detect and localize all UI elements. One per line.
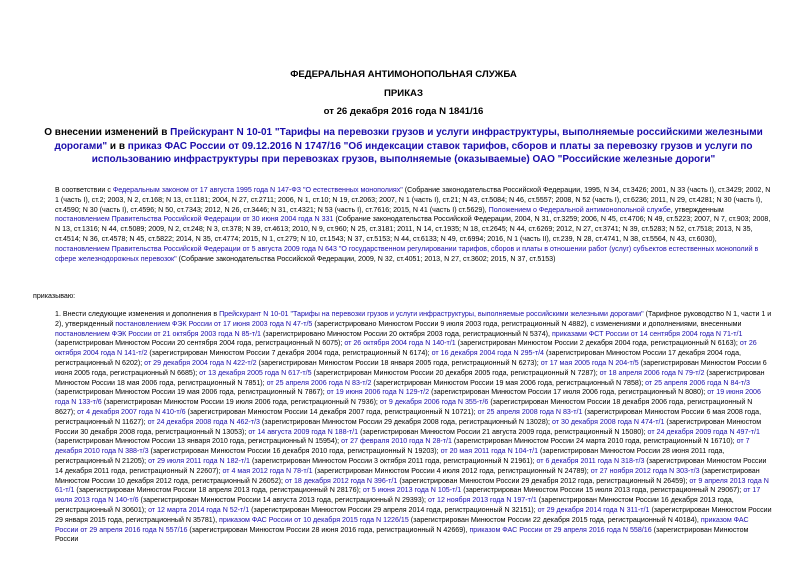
item-1-link-25[interactable]: от 20 мая 2011 года N 104-т/1 bbox=[440, 447, 539, 456]
preamble-text: (Собрание законодательства Российской Федерации, 1995, N 34, ст.3426; 2001, N 33 (часть I), ст.3429; 2002, N 1 (часть I), ст.2; 2003, N 2, ст.168; N 13, ст.1181; 2004, N 27, ст.2711; 2006, N 1, ст.10; N 19, ст.2063; 2007, N 1 (часть I), ст.21; N 43, ст.5084; N 46, ст.5557; 2008, N 52 (часть I), ст.6236; 2011, N 29, ст.4281; N 30 (часть I), ст.4590; N 30 (часть I), ст.4596; N 50, ст.7343; 2012, N 26, ст.3446; N 31, ст.4321; N 53 (часть I), ст.7616; 2015, N 41 (часть I) ст.5629), bbox=[55, 186, 771, 214]
item-1-text: (зарегистрирован Минюстом России 19 мая 2006 года, регистрационный N 7867); bbox=[55, 388, 327, 397]
item-1-text: (зарегистрирован Минюстом России 19 мая 2006 года, регистрационный N 7858); bbox=[371, 378, 646, 387]
item-1-text: (зарегистрирован Минюстом России 6 июня 2005 года, регистрационный N 6685); bbox=[55, 358, 767, 377]
item-1-text: (зарегистрирован Минюстом России 22 декабря 2015 года, регистрационный N 40184), bbox=[408, 515, 701, 524]
item-1-text: (зарегистрирован Минюстом России 18 мая 2006 года, регистрационный N 7851); bbox=[55, 368, 765, 387]
item-1-text: (зарегистрирован Минюстом России 14 декабря 2007 года, регистрационный N 10721); bbox=[185, 407, 478, 416]
preamble-text: , утвержденным bbox=[670, 205, 724, 214]
item-1-link-34[interactable]: от 12 ноября 2013 года N 197-т/1 bbox=[427, 496, 537, 505]
preamble-text: (Собрание законодательства Российской Федерации, 2004, N 31, ст.3259; 2006, N 45, ст.4706; N 49, ст.5223; 2007, N 7, ст.903; 2008, N 13, ст.1316; N 44, ст.5089; 2009, N 2, ст.248; N 3, ст.378; N 39, ст.4613; 2010, N 9, ст.960; N 25, ст.3181; 2011, N 14, ст.1935; N 18, ст.2645; N 44, ст.6269; 2012, N 27, ст.3741; N 39, ст.5283; N 52, ст.7518; 2013, N 35, ст.4514; N 36, ст.4578; N 45, ст.5822; 2014, N 35, ст.4774; 2015, N 1, ст.279; N 10, ст.1543; N 37, ст.5153; N 44, ст.6133; N 49, ст.6994; 2016, N 1 (часть II), ст.239, N 28, ст.4741, N 38, ст.5564, N 43, ст.6030), bbox=[55, 215, 771, 243]
item-1-link-32[interactable]: от 5 июня 2013 года N 105-т/1 bbox=[362, 486, 462, 495]
item-1-link-22[interactable]: от 24 декабря 2009 года N 497-т/1 bbox=[647, 427, 760, 436]
item-1-link-9[interactable]: от 17 мая 2005 года N 204-т/5 bbox=[540, 358, 639, 367]
link-fas-regulation[interactable]: Положением о Федеральной антимонопольной службе bbox=[488, 205, 671, 214]
item-1-text: (зарегистрирован Минюстом России 16 декабря 2010 года, регистрационный N 19203); bbox=[148, 447, 441, 456]
doc-date-number: от 26 декабря 2016 года N 1841/16 bbox=[323, 106, 484, 117]
doc-title bbox=[28, 126, 779, 167]
item-1-text: (зарегистрирован Минюстом России 29 декабря 2008 года, регистрационный N 13028); bbox=[259, 417, 552, 426]
item-1-link-1[interactable]: Прейскурант N 10-01 "Тарифы на перевозки грузов и услуги инфраструктуры, выполняемые российскими железными дорогами" bbox=[219, 310, 644, 318]
title-link-pricelist[interactable]: Прейскурант N 10-01 "Тарифы на перевозки грузов и услуги инфраструктуры, выполняемые российскими железными дорогами" bbox=[54, 127, 763, 152]
item-1-link-33[interactable]: от 17 июля 2013 года N 140-т/6 bbox=[55, 486, 761, 505]
item-1-link-15[interactable]: от 19 июня 2006 года N 133-т/6 bbox=[55, 388, 761, 407]
item-1-text: (зарегистрирован Минюстом России 29 апреля 2014 года, регистрационный N 32151); bbox=[249, 505, 538, 514]
item-1-link-10[interactable]: от 13 декабря 2005 года N 617-т/5 bbox=[199, 368, 312, 377]
preamble-text: В соответствии с bbox=[55, 186, 113, 194]
item-1-link-30[interactable]: от 18 декабря 2012 года N 396-т/1 bbox=[284, 476, 398, 485]
item-1-link-14[interactable]: от 19 июня 2006 года N 129-т/2 bbox=[326, 388, 430, 397]
item-1-text: (зарегистрирован Минюстом России 28 июня 2016 года, регистрационный N 42669), bbox=[187, 525, 470, 534]
link-government-decree-331[interactable]: постановлением Правительства Российской Федерации от 30 июня 2004 года N 331 bbox=[55, 215, 334, 224]
item-1-text: (Тарифное руководство N 1, части 1 и 2), утвержденный bbox=[55, 310, 772, 328]
item-1-text: (зарегистрирован Минюстом России 18 декабря 2006 года, регистрационный N 8627); bbox=[55, 398, 753, 416]
item-1-link-29[interactable]: от 27 ноября 2012 года N 303-т/3 bbox=[590, 466, 700, 475]
preamble-paragraph bbox=[33, 186, 773, 264]
item-1-text: (зарегистрирован Минюстом России 21 августа 2009 года, регистрационный N 15080); bbox=[358, 427, 648, 436]
item-1-link-23[interactable]: от 27 февраля 2010 года N 28-т/1 bbox=[341, 437, 452, 446]
item-1-link-31[interactable]: от 9 апреля 2013 года N 61-т/1 bbox=[55, 476, 769, 495]
doc-type: ПРИКАЗ bbox=[384, 88, 423, 99]
item-1-link-19[interactable]: от 24 декабря 2008 года N 462-т/3 bbox=[147, 417, 260, 426]
item-1-text: 1. Внести следующие изменения и дополнения в bbox=[55, 310, 220, 318]
item-1-text: (зарегистрирован Минюстом России 28 июня 2011 года, регистрационный N 21205); bbox=[55, 447, 725, 465]
preamble-text: (Собрание законодательства Российской Федерации, 2009, N 32, ст.4051; 2013, N 27, ст.3602; 2015, N 37, ст.5153) bbox=[176, 254, 556, 263]
item-1-text: (зарегистрирован Минюстом России 13 января 2010 года, регистрационный N 15954); bbox=[55, 437, 342, 446]
title-link-order[interactable]: приказ ФАС России от 09.12.2016 N 1747/16 "Об индексации ставок тарифов, сборов и платы за перевозку грузов и услуги по использованию инфраструктуры при перевозках грузов, выполняемые (оказываемые) ОАО "Российские железные дороги" bbox=[91, 140, 753, 165]
item-1-link-21[interactable]: от 14 августа 2009 года N 188-т/1 bbox=[248, 427, 359, 436]
item-1-text: (зарегистрирован Минюстом России 15 июля 2013 года, регистрационный N 29067); bbox=[461, 486, 744, 495]
agency-name: ФЕДЕРАЛЬНАЯ АНТИМОНОПОЛЬНАЯ СЛУЖБА bbox=[290, 69, 517, 80]
item-1-link-18[interactable]: от 25 апреля 2008 года N 83-т/1 bbox=[477, 407, 583, 416]
item-1-text: (зарегистрирован Минюстом России 29 декабря 2012 года, регистрационный N 26459); bbox=[397, 476, 690, 485]
item-1-text: (зарегистрирован Минюстом России 29 января 2015 года, регистрационный N 35781), bbox=[55, 505, 772, 524]
item-1-link-16[interactable]: от 9 декабря 2006 года N 355-т/6 bbox=[379, 398, 489, 407]
item-1-link-2[interactable]: постановлением ФЭК России от 17 июня 2003 года N 47-т/5 bbox=[115, 319, 313, 328]
item-1-link-8[interactable]: от 29 декабря 2004 года N 422-т/2 bbox=[144, 358, 257, 367]
item-1-link-37[interactable]: приказом ФАС России от 10 декабря 2015 года N 1226/15 bbox=[219, 515, 409, 524]
item-1-text: (зарегистрирован Минюстом России 16 декабря 2013 года, регистрационный N 30601); bbox=[55, 496, 734, 514]
link-government-decree-643[interactable]: постановлением Правительства Российской Федерации от 5 августа 2009 года N 643 "О государственном регулировании тарифов, сборов и платы в отношении работ (услуг) субъектов естественных монополий в сфере железнодорожных перевозок" bbox=[55, 244, 759, 263]
item-1-text: (зарегистрирован Минюстом России 7 декабря 2004 года, регистрационный N 6174); bbox=[147, 349, 432, 358]
item-1-text: (зарегистрирован Минюстом России 20 сентября 2004 года, регистрационный N 6075); bbox=[55, 339, 345, 348]
item-1-text: (зарегистрирован Минюстом России 17 июля 2006 года, регистрационный N 8080); bbox=[429, 388, 708, 397]
item-1-link-27[interactable]: от 6 декабря 2011 года N 318-т/3 bbox=[536, 456, 645, 465]
item-1-text: (зарегистрирован Минюстом России bbox=[55, 525, 749, 544]
item-1-text: (зарегистрирован Минюстом России 18 января 2005 года, регистрационный N 6273); bbox=[256, 358, 541, 367]
item-1-text: (зарегистрирован Минюстом России 30 декабря 2008 года, регистрационный N 13053); bbox=[55, 417, 762, 436]
item-1-link-3[interactable]: постановлением ФЭК России от 21 октября 2003 года N 85-т/1 bbox=[55, 329, 261, 338]
item-1-link-26[interactable]: от 29 июля 2011 года N 182-т/1 bbox=[148, 456, 250, 465]
item-1-link-4[interactable]: приказами ФСТ России от 14 сентября 2004 года N 71-т/1 bbox=[551, 329, 743, 338]
item-1-text: (зарегистрирован Минюстом России 19 июля 2006 года, регистрационный N 7936); bbox=[101, 398, 380, 407]
item-1-link-35[interactable]: от 12 марта 2014 года N 52-т/1 bbox=[148, 505, 250, 514]
order-word-text: приказываю: bbox=[33, 292, 76, 300]
item-1-link-5[interactable]: от 26 октября 2004 года N 140-т/1 bbox=[344, 339, 456, 348]
item-1-text: (зарегистрирован Минюстом России 18 апреля 2013 года, регистрационный N 28176); bbox=[74, 486, 363, 495]
item-1-link-13[interactable]: от 25 апреля 2006 года N 84-т/3 bbox=[645, 378, 750, 387]
item-1-text: (зарегистрировано Минюстом России 20 октября 2003 года, регистрационный N 5374), bbox=[261, 329, 552, 338]
item-1-text: (зарегистрирован Минюстом России 10 декабря 2012 года, регистрационный N 26052); bbox=[55, 466, 760, 485]
item-1-link-17[interactable]: от 4 декабря 2007 года N 410-т/6 bbox=[77, 407, 186, 416]
item-1-text: (зарегистрирован Минюстом России 4 июля 2012 года, регистрационный N 24789); bbox=[312, 466, 591, 475]
item-1-text: (зарегистрировано Минюстом России 9 июля 2003 года, регистрационный N 4882), с изменениями и дополнениями, внесенными bbox=[312, 319, 742, 328]
item-1-text: (зарегистрирован Минюстом России 24 марта 2010 года, регистрационный N 16710); bbox=[451, 437, 737, 446]
item-1-link-7[interactable]: от 16 декабря 2004 года N 295-т/4 bbox=[431, 349, 544, 358]
title-text: и в bbox=[107, 140, 128, 152]
item-1-text: (зарегистрирован Минюстом России 14 августа 2013 года, регистрационный N 29393); bbox=[138, 496, 428, 505]
title-text: О внесении изменений в bbox=[44, 127, 171, 138]
item-1-link-6[interactable]: от 26 октября 2004 года N 141-т/2 bbox=[55, 339, 757, 358]
item-1-link-11[interactable]: от 18 апреля 2006 года N 79-т/2 bbox=[599, 368, 705, 377]
item-1-text: (зарегистрирован Минюстом России 14 декабря 2011 года, регистрационный N 22607); bbox=[55, 456, 767, 475]
item-1-link-20[interactable]: от 30 декабря 2008 года N 474-т/1 bbox=[552, 417, 665, 426]
item-1-text: (зарегистрирован Минюстом России 2 декабря 2004 года, регистрационный N 6163); bbox=[455, 339, 740, 348]
item-1-text: (зарегистрирован Минюстом России 20 декабря 2005 года, регистрационный N 7287); bbox=[311, 368, 600, 377]
item-1-link-36[interactable]: от 29 декабря 2014 года N 311-т/1 bbox=[537, 505, 650, 514]
item-1-link-12[interactable]: от 25 апреля 2006 года N 83-т/2 bbox=[266, 378, 372, 387]
item-1-link-39[interactable]: приказом ФАС России от 29 апреля 2016 года N 558/16 bbox=[469, 525, 652, 534]
item-1-link-24[interactable]: от 7 декабря 2010 года N 388-т/3 bbox=[55, 437, 750, 456]
item-1-link-28[interactable]: от 4 мая 2012 года N 78-т/1 bbox=[222, 466, 313, 475]
order-word bbox=[33, 292, 773, 302]
item-1-link-38[interactable]: приказом ФАС России от 29 апреля 2016 года N 557/16 bbox=[55, 515, 749, 534]
item-1-text: (зарегистрирован Минюстом России 6 мая 2008 года, регистрационный N 11627); bbox=[55, 407, 762, 426]
item-1-text: (зарегистрирован Минюстом России 17 декабря 2004 года, регистрационный N 6202); bbox=[55, 349, 741, 367]
link-federal-law[interactable]: Федеральным законом от 17 августа 1995 года N 147-ФЗ "О естественных монополиях" bbox=[112, 186, 403, 194]
item-1-text: (зарегистрирован Минюстом России 3 октября 2011 года, регистрационный N 21961); bbox=[250, 456, 537, 465]
item-1-paragraph bbox=[33, 310, 773, 545]
